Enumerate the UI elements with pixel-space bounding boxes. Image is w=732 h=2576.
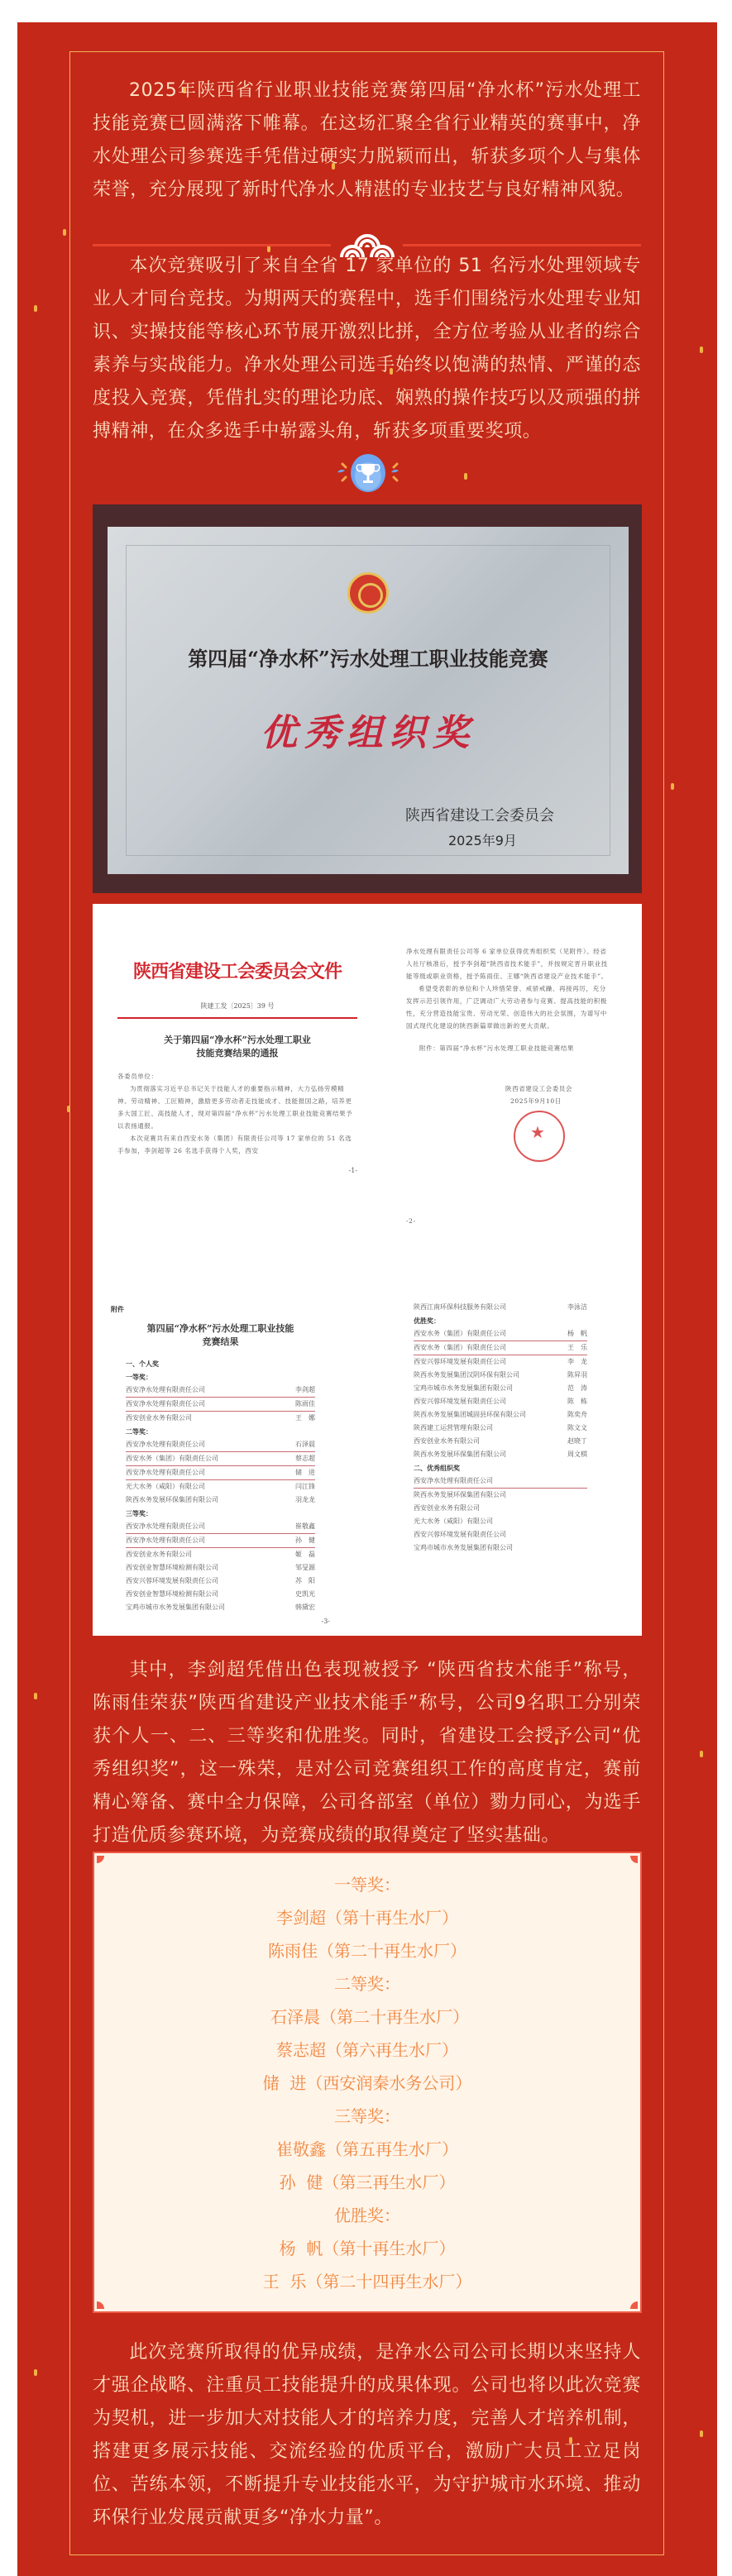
closing-text: 此次竞赛所取得的优异成绩，是净水公司公司长期以来坚持人才强企战略、注重员工技能提升的成果体现。公司也将以此次竞赛为契机，进一步加大对技能人才的培养力度，完善人才培养机制，搭建更多展示技能、交流经验的优质平台，激励广大员工立足岗位、苦练本领，不断提升专业技能水平，为守护城市水环境、推动环保行业发展贡献更多“净水力量”。	[93, 2342, 641, 2528]
award-winner: 王 乐（第二十四再生水厂）	[262, 2272, 472, 2292]
trophy-icon	[331, 454, 405, 492]
doc3-section1: 一、个人奖	[126, 1360, 159, 1368]
row-org: 西安兴蓉环境发展有限责任公司	[414, 1398, 506, 1405]
row-org: 陕西水务发展环保集团有限公司	[414, 1450, 506, 1458]
award-tier-heading: 三等奖：	[334, 2106, 400, 2126]
sparkle-icon	[63, 229, 66, 236]
doc-list-row	[414, 1528, 587, 1541]
awards-list-box	[93, 1852, 642, 2313]
doc-list-row	[414, 1515, 587, 1528]
doc-title-2: 技能竞赛结果的通报	[196, 1048, 279, 1059]
results-paragraph	[93, 1654, 641, 1852]
doc-list-row	[414, 1382, 587, 1395]
doc-page-2	[406, 945, 609, 1227]
row-org: 宝鸡市城市水务发展集团有限公司	[414, 1384, 513, 1392]
sparkle-icon	[700, 1751, 703, 1757]
row-name: 石泽晨	[295, 1441, 315, 1448]
doc-list-row	[126, 1398, 315, 1412]
doc-list-row	[126, 1561, 315, 1575]
row-org: 西安净水处理有限责任公司	[126, 1537, 205, 1544]
row-org: 西安净水处理有限责任公司	[126, 1441, 205, 1448]
award-tier-heading: 优胜奖：	[334, 2206, 400, 2225]
competition-text: 本次竞赛吸引了来自全省 17 家单位的 51 名污水处理领域专业人才同台竞技。为期两天的赛程中，选手们围绕污水处理专业知识、实操技能等核心环节展开激烈比拼，全方位考验从业者的综合素养与实战能力。净水处理公司选手始终以饱满的热情、严谨的态度投入竞赛，凭借扎实的理论功底、娴熟的操作技巧以及顽强的拼搏精神，在众多选手中崭露头角，斩获多项重要奖项。	[93, 256, 641, 442]
row-org: 西安净水处理有限责任公司	[126, 1522, 205, 1530]
doc-list-row	[126, 1575, 315, 1588]
doc4-org-list	[414, 1474, 587, 1555]
row-org: 光大水务（咸阳）有限公司	[414, 1517, 493, 1525]
union-logo-icon	[347, 572, 389, 614]
plaque-title: 第四届“净水杯”污水处理工职业技能竞赛	[188, 647, 548, 671]
doc2-body-1: 净水处理有限责任公司等 6 家单位获得优秀组织奖（见附件）。经省人社厅核准后，授予李剑超“陕西省技术能手”，并按规定晋升职业技能等级或职业资格，授予陈雨佳、王娜“陕西省建设产业技术能手”。	[406, 948, 608, 980]
article-panel	[17, 22, 717, 2576]
row-name: 蔡志超	[295, 1455, 315, 1462]
row-org: 西安创业智慧环境检测有限公司	[126, 1564, 218, 1571]
row-name: 陈奕舟	[567, 1411, 587, 1418]
doc3-third-list	[126, 1520, 315, 1614]
row-name: 陈昇羽	[567, 1371, 587, 1379]
award-winner: 石泽晨（第二十再生水厂）	[265, 2007, 470, 2027]
row-name: 范 涛	[567, 1384, 587, 1392]
doc3-attach-label: 附件	[111, 1305, 124, 1313]
doc2-body-2: 希望受表彰的单位和个人珍惜荣誉、戒骄戒躁、再接再厉，充分发挥示范引领作用，广泛调动广大劳动者参与竞赛、提高技能的积极性，充分营造技能宝贵、劳动光荣、创造伟大的社会氛围，为谱写中国式现代化建设的陕西新篇章做出新的更大贡献。	[406, 985, 607, 1030]
doc-list-row	[414, 1448, 587, 1461]
doc-list-row	[414, 1474, 587, 1489]
award-plaque-photo	[93, 504, 642, 893]
award-winner: 杨 帆（第十再生水厂）	[279, 2239, 456, 2258]
corner-ornament-icon	[97, 2301, 104, 2309]
row-org: 西安水务（集团）有限责任公司	[126, 1455, 218, 1462]
doc-list-row	[126, 1494, 315, 1507]
row-name: 王 娜	[295, 1414, 315, 1422]
sparkle-icon	[700, 346, 703, 353]
doc-page-4	[414, 1301, 587, 1555]
award-winner: 崔敬鑫（第五再生水厂）	[276, 2139, 458, 2159]
divider-line-left	[93, 244, 331, 246]
doc-list-row	[414, 1301, 587, 1314]
doc-title-1: 关于第四届“净水杯”污水处理工职业	[164, 1035, 311, 1045]
doc-list-row	[126, 1548, 315, 1561]
row-org: 陕西江南环保科技服务有限公司	[414, 1303, 506, 1311]
doc-list-row	[414, 1489, 587, 1502]
notice-document-photo	[93, 904, 642, 1636]
doc-page-number: -1-	[348, 1167, 357, 1174]
row-name: 杨 帆	[567, 1330, 587, 1337]
row-name: 陈文文	[567, 1424, 587, 1431]
doc4-third-cont	[414, 1301, 587, 1314]
award-winner: 储 进（西安润秦水务公司）	[262, 2073, 472, 2093]
doc2-page-number: -2-	[406, 1217, 416, 1225]
doc-list-row	[126, 1534, 315, 1548]
award-winner: 李剑超（第十再生水厂）	[276, 1908, 458, 1928]
doc-red-rule	[117, 1017, 357, 1019]
row-name: 李 龙	[567, 1358, 587, 1365]
row-name: 赵晓丁	[567, 1437, 587, 1445]
doc4-merit-label: 优胜奖：	[414, 1317, 440, 1325]
doc-list-row	[126, 1520, 315, 1534]
doc-page-3	[111, 1302, 330, 1625]
award-winner: 蔡志超（第六再生水厂）	[276, 2040, 458, 2060]
doc-list-row	[126, 1480, 315, 1494]
doc3-first-list	[126, 1384, 315, 1425]
doc2-sign-date: 2025年9月10日	[510, 1097, 562, 1105]
doc-list-row	[126, 1601, 315, 1614]
doc-list-row	[126, 1412, 315, 1425]
doc-list-row	[126, 1438, 315, 1452]
doc3-third-label: 三等奖：	[126, 1509, 152, 1517]
row-name: 周文棋	[567, 1450, 587, 1458]
sparkle-icon	[34, 1693, 37, 1699]
sparkle-icon	[671, 783, 674, 790]
row-org: 光大水务（咸阳）有限公司	[126, 1483, 205, 1490]
row-name: 孙 健	[295, 1537, 315, 1544]
doc-list-row	[414, 1369, 587, 1382]
doc-body-1: 为贯彻落实习近平总书记关于技能人才的重要指示精神，大力弘扬劳模精神、劳动精神、工匠精神，激励更多劳动者走技能成才、技能报国之路，培养更多大国工匠、高技能人才，现对第四届“净水杯”污水处理工职业技能竞赛结果予以表扬通报。	[117, 1085, 353, 1130]
row-name: 王 乐	[567, 1344, 587, 1351]
doc-header: 陕西省建设工会委员会文件	[132, 961, 342, 982]
row-name: 姬 磊	[295, 1551, 315, 1558]
doc-page-1	[117, 958, 357, 1174]
doc3-title-1: 第四届“净水杯”污水处理工职业技能	[146, 1323, 294, 1334]
results-text: 其中，李剑超凭借出色表现被授予 “陕西省技术能手”称号，陈雨佳荣获”陕西省建设产业技术能手”称号，公司9名职工分别荣获个人一、二、三等奖和优胜奖。同时，省建设工会授予公司“优秀组织奖”，这一殊荣，是对公司竞赛组织工作的高度肯定，赛前精心筹备、赛中全力保障，公司各部室（单位）勠力同心，为选手打造优质参赛环境，为竞赛成绩的取得奠定了坚实基础。	[93, 1660, 641, 1846]
doc-list-row	[414, 1408, 587, 1422]
doc3-title-2: 竞赛结果	[202, 1336, 239, 1347]
doc3-first-label: 一等奖：	[126, 1373, 152, 1381]
row-name: 陈雨佳	[295, 1400, 315, 1407]
row-name: 储 进	[295, 1469, 315, 1476]
row-org: 西安净水处理有限责任公司	[414, 1477, 493, 1484]
corner-ornament-icon	[630, 1856, 638, 1863]
row-name: 羽龙龙	[295, 1496, 315, 1503]
row-name: 苏 阳	[295, 1577, 315, 1584]
doc2-attachment: 附件：第四届“净水杯”污水处理工职业技能竞赛结果	[419, 1044, 575, 1052]
doc-list-row	[414, 1422, 587, 1435]
doc2-signature: 陕西省建设工会委员会	[505, 1085, 572, 1092]
row-org: 西安兴蓉环境发展有限责任公司	[126, 1577, 218, 1584]
row-org: 西安净水处理有限责任公司	[126, 1469, 205, 1476]
award-tier-heading: 一等奖：	[334, 1875, 400, 1895]
doc3-page-number: -3-	[321, 1618, 330, 1625]
doc3-second-list	[126, 1438, 315, 1507]
row-org: 西安创业水务有限公司	[414, 1504, 480, 1512]
doc-list-row	[414, 1327, 587, 1341]
doc-list-row	[414, 1355, 587, 1369]
row-org: 宝鸡市城市水务发展集团有限公司	[414, 1544, 513, 1551]
plaque-org: 陕西省建设工会委员会	[405, 807, 554, 824]
row-name: 史凯光	[295, 1590, 315, 1598]
row-org: 陕西建工运营管理有限公司	[414, 1424, 493, 1431]
doc-list-row	[414, 1395, 587, 1408]
doc-list-row	[126, 1452, 315, 1466]
intro-text: 2025年陕西省行业职业技能竞赛第四届“净水杯”污水处理工技能竞赛已圆满落下帷幕。在这场汇聚全省行业精英的赛事中，净水处理公司参赛选手凭借过硬实力脱颖而出，斩获多项个人与集体荣誉，充分展现了新时代净水人精湛的专业技艺与良好精神风貌。	[93, 80, 641, 200]
row-org: 宝鸡市城市水务发展集团有限公司	[126, 1603, 225, 1611]
row-name: 李泳洁	[567, 1303, 587, 1311]
row-org: 陕西水务发展集团城固县环保有限公司	[414, 1411, 526, 1418]
corner-ornament-icon	[97, 1856, 104, 1863]
doc-list-row	[126, 1384, 315, 1398]
sparkle-icon	[700, 2430, 703, 2437]
row-name: 闫江锋	[295, 1483, 315, 1490]
row-name: 李剑超	[295, 1386, 315, 1393]
row-org: 陕西水务发展环保集团有限公司	[126, 1496, 218, 1503]
doc-list-row	[414, 1502, 587, 1515]
divider-line-right	[403, 244, 641, 246]
row-org: 西安创业水务有限公司	[414, 1437, 480, 1445]
row-org: 西安净水处理有限责任公司	[126, 1400, 205, 1407]
row-name: 崔敬鑫	[295, 1522, 315, 1530]
award-winner: 陈雨佳（第二十再生水厂）	[268, 1941, 466, 1961]
intro-paragraph	[93, 74, 641, 207]
doc-number: 陕建工发〔2025〕39 号	[200, 1002, 275, 1010]
row-org: 西安创业智慧环境检测有限公司	[126, 1590, 218, 1598]
row-org: 陕西水务发展集团汉阴环保有限公司	[414, 1371, 519, 1379]
row-org: 西安兴蓉环境发展有限责任公司	[414, 1531, 506, 1538]
sparkle-icon	[34, 305, 37, 312]
doc-list-row	[414, 1341, 587, 1355]
doc-list-row	[126, 1466, 315, 1480]
row-org: 西安创业水务有限公司	[126, 1414, 192, 1422]
plaque-award: 优秀组织奖	[261, 712, 476, 754]
doc4-merit-list	[414, 1327, 587, 1461]
doc3-second-label: 二等奖：	[126, 1427, 152, 1436]
award-tier-heading: 二等奖：	[334, 1974, 400, 1994]
doc-list-row	[414, 1435, 587, 1448]
sparkle-icon	[34, 2369, 37, 2376]
row-org: 西安净水处理有限责任公司	[126, 1386, 205, 1393]
closing-paragraph	[93, 2336, 641, 2535]
row-org: 西安水务（集团）有限责任公司	[414, 1344, 506, 1351]
row-org: 陕西水务发展环保集团有限公司	[414, 1491, 506, 1498]
award-winner: 孙 健（第三再生水厂）	[279, 2172, 456, 2192]
doc-list-row	[414, 1541, 587, 1555]
plaque-date: 2025年9月	[448, 833, 517, 848]
row-org: 西安兴蓉环境发展有限责任公司	[414, 1358, 506, 1365]
row-org: 西安水务（集团）有限责任公司	[414, 1330, 506, 1337]
corner-ornament-icon	[630, 2301, 638, 2309]
row-name: 陈 栋	[567, 1398, 587, 1405]
awards-list	[94, 1868, 640, 2298]
doc-list-row	[126, 1588, 315, 1601]
doc-body-2: 本次竞赛共有来自西安水务（集团）有限责任公司等 17 家单位的 51 名选手参加，李剑超等 26 名选手获得个人奖，西安	[117, 1135, 352, 1154]
row-name: 韩黛宏	[295, 1603, 315, 1611]
official-seal-icon	[514, 1111, 565, 1162]
doc4-section2: 二、优秀组织奖	[414, 1464, 460, 1472]
competition-paragraph	[93, 250, 641, 448]
row-org: 西安创业水务有限公司	[126, 1551, 192, 1558]
doc-salutation: 各委员单位：	[117, 1073, 158, 1080]
row-name: 邹旻源	[295, 1564, 315, 1571]
